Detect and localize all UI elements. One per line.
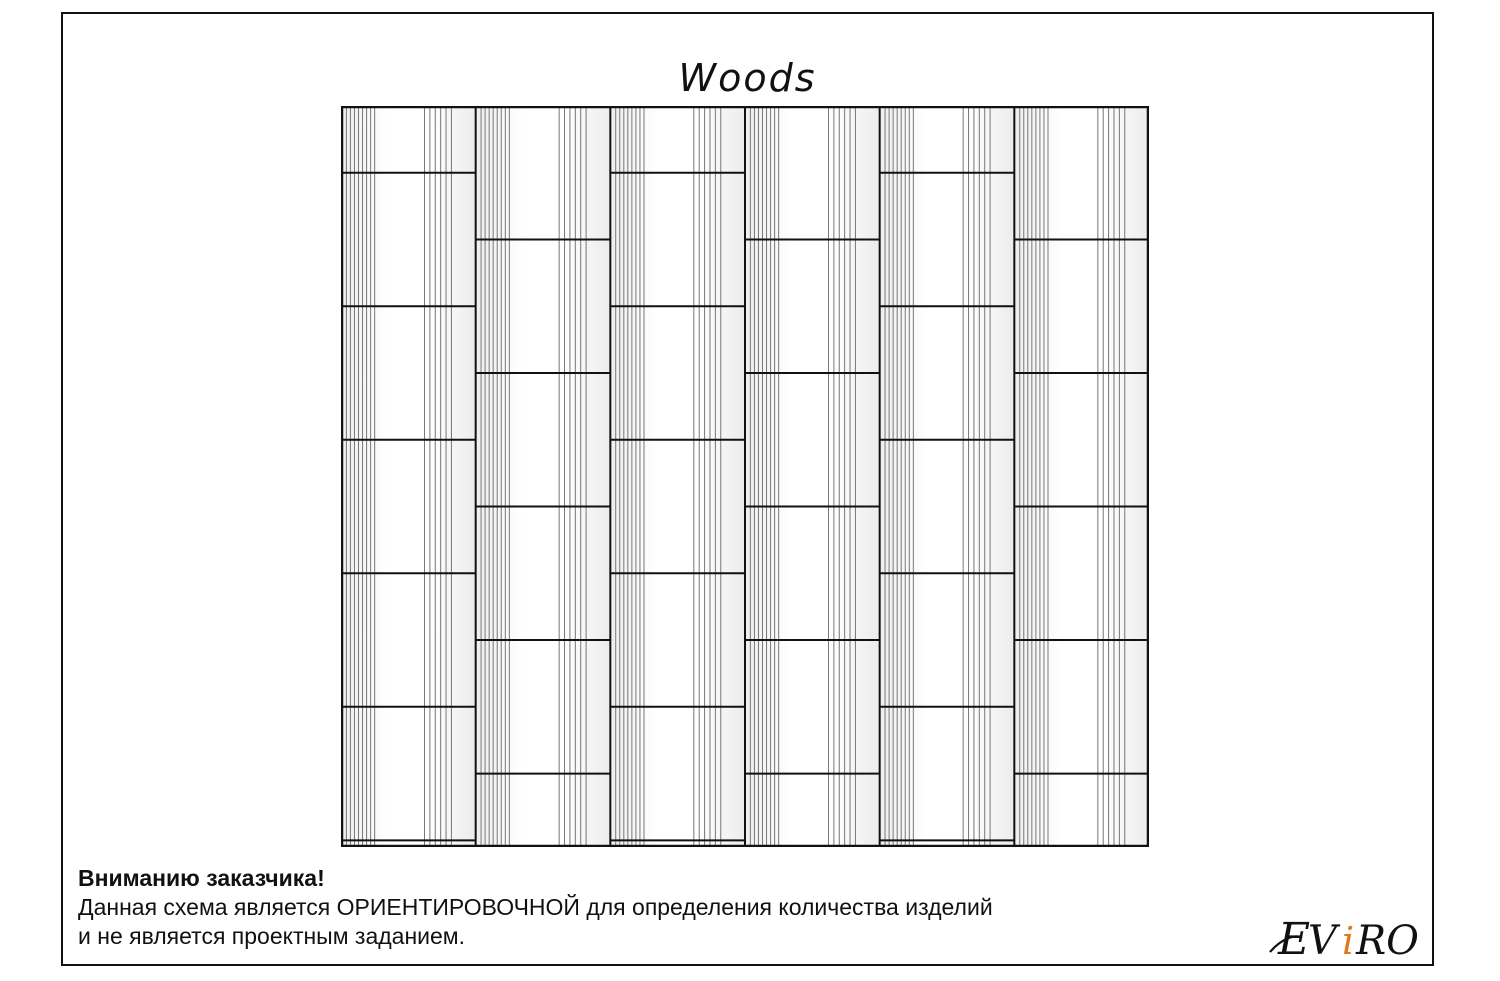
svg-text:i: i bbox=[1342, 919, 1355, 963]
panel-column bbox=[1014, 106, 1149, 847]
panel-column bbox=[476, 106, 611, 847]
notice-line-1: Данная схема является ОРИЕНТИРОВОЧНОЙ для определения количества изделий bbox=[78, 894, 993, 920]
panel-layout-diagram bbox=[341, 106, 1149, 847]
panel-column bbox=[341, 106, 476, 847]
notice-heading: Вниманию заказчика! bbox=[78, 865, 325, 891]
scheme-title: Woods bbox=[678, 56, 817, 100]
customer-notice bbox=[78, 864, 993, 951]
eviro-logo bbox=[1262, 908, 1432, 968]
panel-column bbox=[610, 106, 745, 847]
svg-text:V: V bbox=[1308, 918, 1337, 964]
panel-column bbox=[745, 106, 880, 847]
svg-text:RO: RO bbox=[1356, 918, 1419, 964]
panel-column bbox=[880, 106, 1015, 847]
svg-text:E: E bbox=[1278, 914, 1311, 965]
notice-line-2: и не является проектным заданием. bbox=[78, 923, 466, 949]
